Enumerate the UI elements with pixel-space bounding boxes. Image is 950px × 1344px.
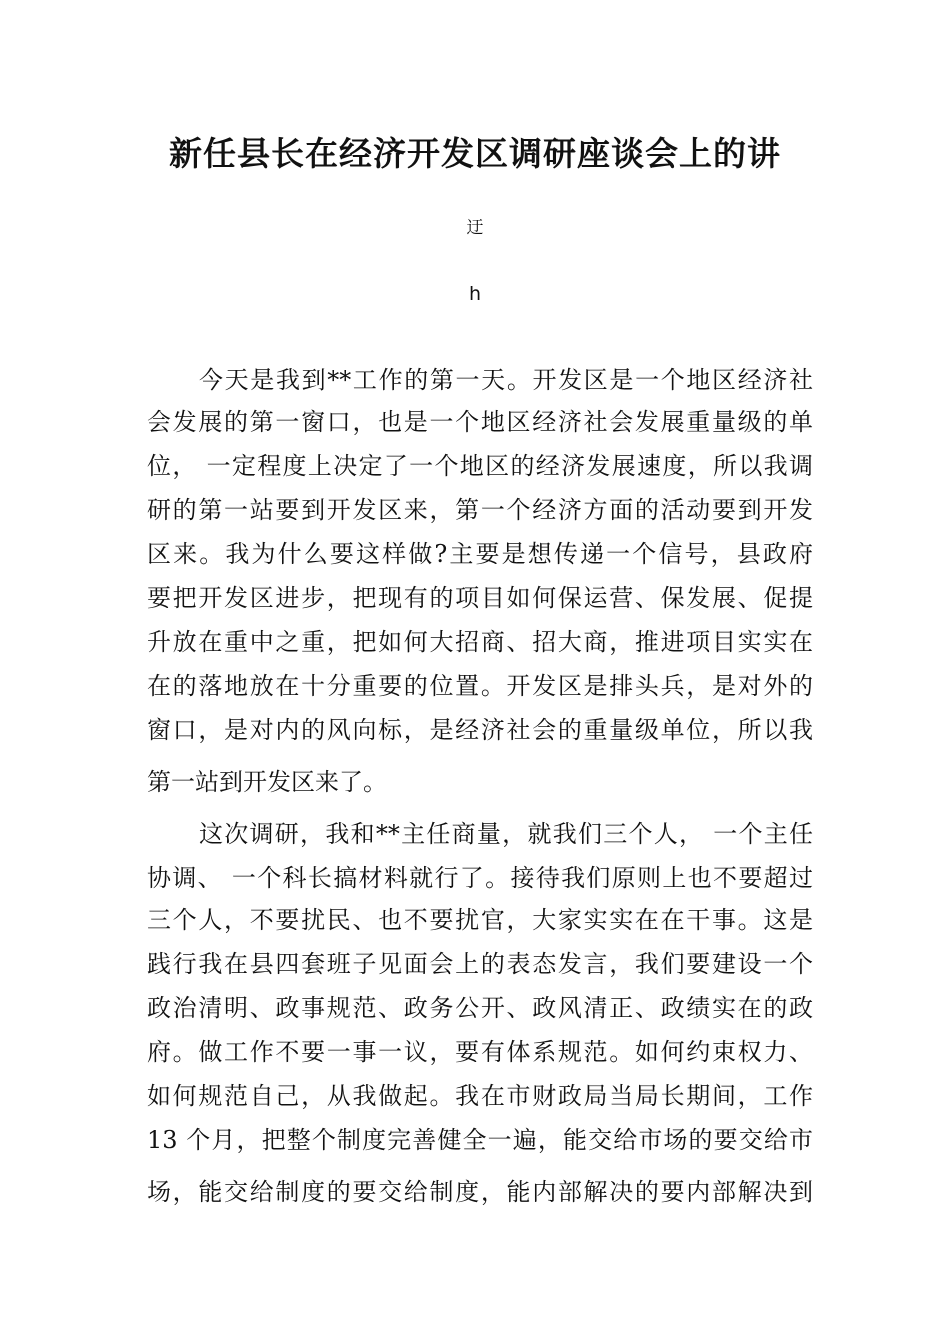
paragraph-line: 践行我在县四套班子见面会上的表态发言，我们要建设一个 — [147, 950, 813, 978]
paragraph-line: 在的落地放在十分重要的位置。开发区是排头兵，是对外的 — [147, 672, 813, 700]
paragraph-line: 窗口，是对内的风向标，是经济社会的重量级单位，所以我 — [147, 716, 813, 744]
paragraph-line: 协调、 一个科长搞材料就行了。接待我们原则上也不要超过 — [147, 864, 813, 892]
title-continuation-line-2: h — [468, 283, 482, 305]
paragraph-line: 府。做工作不要一事一议，要有体系规范。如何约束权力、 — [147, 1038, 813, 1066]
paragraph-line: 场，能交给制度的要交给制度，能内部解决的要内部解决到 — [147, 1178, 813, 1206]
paragraph-line: 政治清明、政事规范、政务公开、政风清正、政绩实在的政 — [147, 994, 813, 1022]
paragraph-line: 升放在重中之重，把如何大招商、招大商，推进项目实实在 — [147, 628, 813, 656]
paragraph-line: 会发展的第一窗口，也是一个地区经济社会发展重量级的单 — [147, 408, 813, 436]
paragraph-line: 13 个月，把整个制度完善健全一遍，能交给市场的要交给市 — [147, 1126, 813, 1154]
paragraph-line: 如何规范自己，从我做起。我在市财政局当局长期间，工作 — [147, 1082, 813, 1110]
paragraph-line: 三个人，不要扰民、也不要扰官，大家实实在在干事。这是 — [147, 906, 813, 934]
paragraph-line: 今天是我到**工作的第一天。开发区是一个地区经济社 — [199, 366, 813, 394]
paragraph-line: 这次调研，我和**主任商量，就我们三个人， 一个主任 — [199, 820, 813, 848]
paragraph-line: 位， 一定程度上决定了一个地区的经济发展速度，所以我调 — [147, 452, 813, 480]
paragraph-line: 要把开发区进步，把现有的项目如何保运营、保发展、促提 — [147, 584, 813, 612]
paragraph-line: 区来。我为什么要这样做?主要是想传递一个信号，县政府 — [147, 540, 813, 568]
paragraph-line: 第一站到开发区来了。 — [147, 768, 387, 796]
title-continuation-line-1: 迂 — [466, 218, 484, 238]
document-title: 新任县长在经济开发区调研座谈会上的讲 — [169, 134, 781, 173]
paragraph-line: 研的第一站要到开发区来，第一个经济方面的活动要到开发 — [147, 496, 813, 524]
